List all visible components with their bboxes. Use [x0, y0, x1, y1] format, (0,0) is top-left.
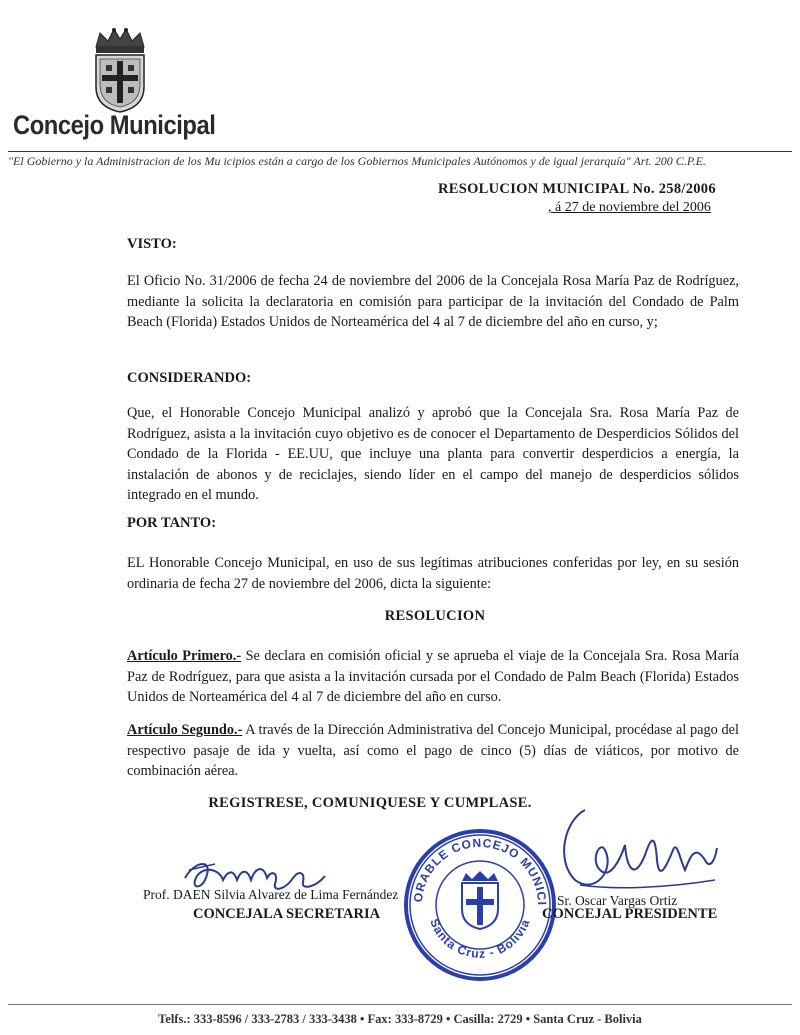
visto-heading: VISTO: [127, 236, 177, 252]
resolucion-heading: RESOLUCION [384, 608, 486, 624]
organization-name: Concejo Municipal [13, 110, 216, 140]
article-second-title: Artículo Segundo.- [127, 722, 243, 738]
resolution-date: , á 27 de noviembre del 2006 [548, 200, 711, 215]
right-signatory-name: Sr. Oscar Vargas Ortiz [557, 893, 678, 908]
seal-bottom-text: Santa Cruz - Bolivia [427, 916, 533, 961]
left-signatory-role: CONCEJALA SECRETARIA [193, 906, 381, 922]
article-second-text: A través de la Dirección Administrativa del Concejo Municipal, procédase al pago del respectivo pasaje de ida y vuelta, así como el pago de cinco (5) días de viáticos, por motivo de combinación aérea. [127, 722, 739, 779]
official-seal [400, 825, 560, 985]
seal-top-text: ORABLE CONCEJO MUNICI [410, 835, 550, 907]
por-tanto-paragraph: EL Honorable Concejo Municipal, en uso de sus legítimas atribuciones conferidas por ley, en su sesión ordinaria de fecha 27 de noviembre del 2006, dicta la siguiente: [127, 555, 739, 592]
coat-of-arms-crest [90, 27, 150, 113]
article-second [127, 720, 739, 782]
article-first-title: Artículo Primero.- [127, 648, 242, 664]
article-first [127, 646, 739, 708]
right-signatory-role: CONCEJAL PRESIDENTE [542, 906, 718, 922]
por-tanto-heading: POR TANTO: [127, 515, 217, 531]
article-first-text: Se declara en comisión oficial y se aprueba el viaje de la Concejala Sra. Rosa María Paz de Rodríguez, para que asista a la invitación cursada por el Condado de Palm Beach (Florida) Estados Unidos de Norteamérica del 4 al 7 de diciembre del año en curso. [127, 648, 739, 705]
considerando-heading: CONSIDERANDO: [127, 370, 252, 386]
considerando-paragraph: Que, el Honorable Concejo Municipal analizó y aprobó que la Concejala Sra. Rosa María Paz de Rodríguez, asista a la invitación cuyo objetivo es de conocer el Departamento de Desperdicios Sólidos del Condado de la Florida - EE.UU, que incluye una planta para convertir desperdicios a energía, la instalación de abonos y de reciclajes, siendo líder en el campo del manejo de desperdicios sólidos integrado en el mundo. [127, 405, 739, 503]
left-signatory-name: Prof. DAEN Silvia Alvarez de Lima Fernández [143, 887, 399, 902]
footer-contact: Telfs.: 333-8596 / 333-2783 / 333-3438 • Fax: 333-8729 • Casilla: 2729 • Santa Cruz - Bolivia [158, 1012, 642, 1026]
motto-line: "El Gobierno y la Administracion de los Mu icipios están a cargo de los Gobiernos Municipales Autónomos y de igual jerarquía" Art. 200 C.P.E. [8, 154, 706, 168]
visto-paragraph: El Oficio No. 31/2006 de fecha 24 de noviembre del 2006 de la Concejala Rosa María Paz de Rodríguez, mediante la solicita la declaratoria en comisión para participar de la invitación del Condado de Palm Beach (Florida) Estados Unidos de Norteamérica del 4 al 7 de diciembre del año en curso, y; [127, 273, 739, 330]
closing-text: REGISTRESE, COMUNIQUESE Y CUMPLASE. [208, 795, 532, 811]
footer-divider [8, 1004, 792, 1005]
seal-crest-icon [462, 871, 498, 929]
resolution-number: RESOLUCION MUNICIPAL No. 258/2006 [438, 181, 716, 197]
header-divider [8, 151, 792, 152]
